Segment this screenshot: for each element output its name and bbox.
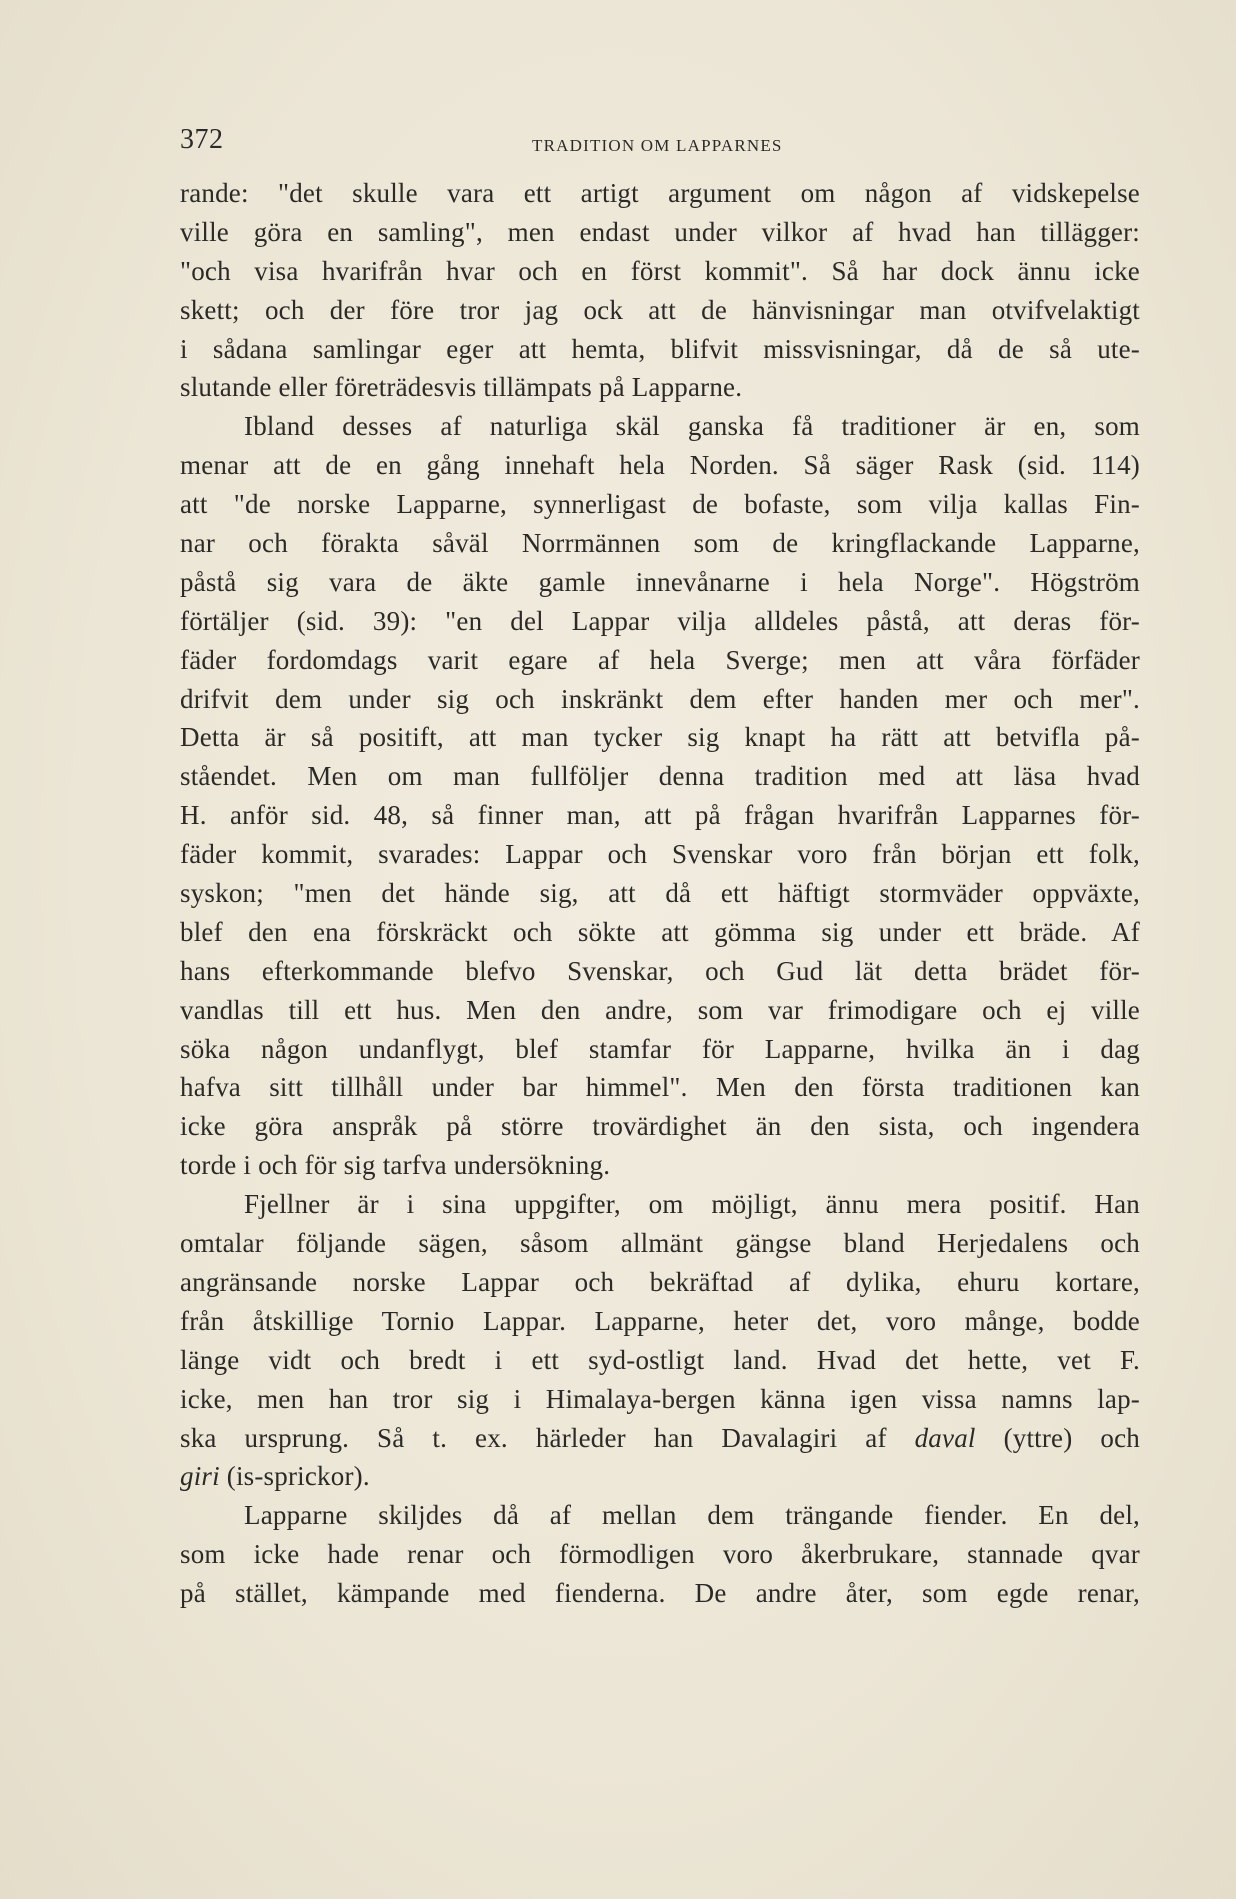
text-line: på stället, kämpande med fienderna. De andre åter, som egde renar, — [180, 1578, 1140, 1609]
text-line: ska ursprung. Så t. ex. härleder han Davalagiri af daval (yttre) och — [180, 1422, 1140, 1453]
text-line: hafva sitt tillhåll under bar himmel". Men den första traditionen kan — [180, 1072, 1140, 1103]
text-line: Fjellner är i sina uppgifter, om möjligt, ännu mera positif. Han — [244, 1189, 1140, 1220]
text-line: blef den ena förskräckt och sökte att gömma sig under ett bräde. Af — [180, 916, 1140, 947]
text-line: icke, men han tror sig i Himalaya-bergen känna igen vissa namns lap- — [180, 1383, 1140, 1414]
text-line: angränsande norske Lappar och bekräftad af dylika, ehuru kortare, — [180, 1266, 1140, 1297]
page-header — [180, 124, 1140, 164]
running-title: TRADITION OM LAPPARNES — [532, 136, 783, 155]
text-line: vandlas till ett hus. Men den andre, som var frimodigare och ej ville — [180, 994, 1140, 1025]
text-line: ville göra en samling", men endast under vilkor af hvad han tillägger: — [180, 216, 1140, 247]
text-line: i sådana samlingar eger att hemta, blifvit missvisningar, då de så ute- — [180, 333, 1140, 364]
page-number: 372 — [180, 124, 224, 155]
text-line: Ibland desses af naturliga skäl ganska få traditioner är en, som — [244, 411, 1140, 442]
text-line: förtäljer (sid. 39): "en del Lappar vilja alldeles påstå, att deras för- — [180, 605, 1140, 636]
text-line: Detta är så positift, att man tycker sig knapt ha rätt att betvifla på- — [180, 722, 1140, 753]
text-line: att "de norske Lapparne, synnerligast de bofaste, som vilja kallas Fin- — [180, 489, 1140, 520]
text-line: omtalar följande sägen, såsom allmänt gängse bland Herjedalens och — [180, 1228, 1140, 1259]
text-line: hans efterkommande blefvo Svenskar, och Gud lät detta brädet för- — [180, 955, 1140, 986]
text-line: fäder kommit, svarades: Lappar och Svenskar voro från början ett folk, — [180, 839, 1140, 870]
text-line: menar att de en gång innehaft hela Norden. Så säger Rask (sid. 114) — [180, 450, 1140, 481]
text-line: "och visa hvarifrån hvar och en först kommit". Så har dock ännu icke — [180, 255, 1140, 286]
text-line: torde i och för sig tarfva undersökning. — [180, 1150, 611, 1181]
text-line: syskon; "men det hände sig, att då ett häftigt stormväder oppväxte, — [180, 878, 1140, 909]
text-line: som icke hade renar och förmodligen voro åkerbrukare, stannade qvar — [180, 1539, 1140, 1570]
text-line: drifvit dem under sig och inskränkt dem efter handen mer och mer". — [180, 683, 1140, 714]
text-line: ståendet. Men om man fullföljer denna tradition med att läsa hvad — [180, 761, 1140, 792]
text-line: från åtskillige Tornio Lappar. Lapparne, heter det, voro månge, bodde — [180, 1305, 1140, 1336]
text-line: giri (is-sprickor). — [180, 1461, 370, 1492]
text-line: skett; och der före tror jag ock att de hänvisningar man otvifvelaktigt — [180, 294, 1140, 325]
text-line: söka någon undanflygt, blef stamfar för Lapparne, hvilka än i dag — [180, 1033, 1140, 1064]
text-line: länge vidt och bredt i ett syd-ostligt land. Hvad det hette, vet F. — [180, 1344, 1140, 1375]
text-line: H. anför sid. 48, så finner man, att på frågan hvarifrån Lapparnes för- — [180, 800, 1140, 831]
body-text — [180, 174, 1140, 1613]
text-line: nar och förakta såväl Norrmännen som de kringflackande Lapparne, — [180, 528, 1140, 559]
text-line: Lapparne skiljdes då af mellan dem trängande fiender. En del, — [244, 1500, 1140, 1531]
text-line: slutande eller företrädesvis tillämpats på Lapparne. — [180, 372, 743, 403]
text-line: fäder fordomdags varit egare af hela Sverge; men att våra förfäder — [180, 644, 1140, 675]
text-line: rande: "det skulle vara ett artigt argument om någon af vidskepelse — [180, 178, 1140, 208]
text-line: påstå sig vara de äkte gamle innevånarne i hela Norge". Högström — [180, 566, 1140, 597]
text-line: icke göra anspråk på större trovärdighet än den sista, och ingendera — [180, 1111, 1140, 1142]
